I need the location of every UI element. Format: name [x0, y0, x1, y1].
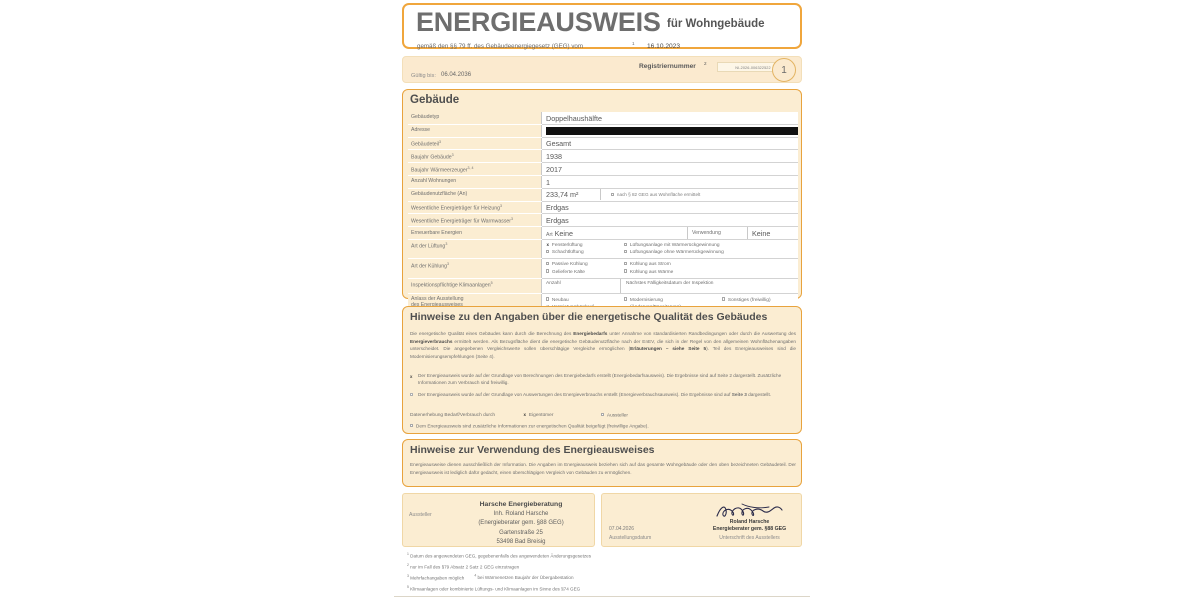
renewable-type: Art Keine [546, 228, 574, 238]
law-reference-text: gemäß den §§ 79 ff. des Gebäudeenergiegesetz (GEG) vom [417, 43, 584, 50]
footnotes [407, 550, 797, 594]
issue-date-value: 07.04.2026 [609, 526, 635, 532]
quality-notes-body [410, 330, 796, 360]
issuer-box [402, 493, 595, 547]
checkbox-unchecked-icon [624, 262, 627, 265]
notes-bold-energiebedarf: Energiebedarfs [573, 331, 608, 336]
cooling-option-delivered[interactable]: Gelieferte Kälte [546, 269, 624, 276]
row-label: Gebäudetyp [408, 112, 542, 124]
usage-notes-body: Energieausweise dienen ausschließlich der Information. Die Angaben im Energieausweis beziehen sich auf das gesamte Wohngebäude oder den oben bezeichneten Gebäudeteil. Der Energieausweis ist lediglich dafür gedacht, einen überschlägigen Vergleich von Gebäuden zu ermöglichen. [410, 462, 796, 475]
table-row [408, 124, 798, 137]
registration-footnote-marker: 2 [704, 61, 707, 66]
checkbox-checked-icon: x [523, 412, 526, 418]
law-reference-date: 16.10.2023 [647, 43, 681, 50]
checkbox-unchecked-icon [410, 424, 413, 427]
issuer-city: 53498 Bad Breisig [496, 539, 546, 545]
signature-box [601, 493, 802, 547]
validity-date: 06.04.2036 [441, 72, 472, 78]
ventilation-option-without-recovery[interactable]: Lüftungsanlage ohne Wärmerückgewinnung [624, 249, 724, 256]
data-collection-issuer-option[interactable]: Aussteller [601, 413, 628, 418]
reason-option-newbuild[interactable]: Neubau [546, 297, 624, 305]
row-label: Baujahr Wärmeerzeuger$^{3, 4}$ [408, 163, 542, 176]
notes-text-segment: ). Teil des Energieausweises sind die Modernisierungsempfehlungen (Seite 4). [410, 346, 796, 359]
row-value-renewables [542, 227, 799, 240]
notes-bold-erlaeuterungen: Erläuterungen – siehe Seite 5 [630, 346, 707, 352]
page-number-badge: 1 [772, 58, 796, 82]
row-label: Wesentliche Energieträger für Warmwasser$^3$ [408, 214, 542, 227]
row-label: Wesentliche Energieträger für Heizung$^3$ [408, 201, 542, 214]
row-label: Art der Lüftung$^3$ [408, 239, 542, 258]
reason-option-modernization[interactable]: Modernisierung [624, 297, 722, 305]
row-label: Adresse [408, 124, 542, 137]
footnote-1: $^1$ Datum des angewendeten GEG, gegebenenfalls des angewendeten Änderungsgesetzes [407, 552, 591, 559]
verbrauch-description: Der Energieausweis wurde auf der Grundlage von Auswertungen des Energieverbrauchs erstellt (Energieverbrauchsausweis). Die Ergebnisse sind auf Seite 3 dargestellt. [418, 392, 772, 397]
issuer-company-name: Harsche Energieberatung [479, 501, 563, 508]
bedarf-description: Der Energieausweis wurde auf der Grundlage von Berechnungen des Energiebedarfs erstellt (Energiebedarfsausweis). Die Ergebnisse sind auf Seite 2 dargestellt. Zusätzliche Informationen zum Verbrauch sind freiwillig. [418, 373, 782, 386]
cooling-option-passive[interactable]: Passive Kühlung [546, 261, 624, 268]
table-row [408, 259, 798, 278]
checkbox-checked-icon: x [546, 241, 549, 247]
row-value: 2017 [542, 163, 799, 176]
certificate-sheet [394, 0, 810, 597]
usage-notes-heading: Hinweise zur Verwendung des Energieausweises [410, 444, 655, 456]
additional-info-text: Dem Energieausweis sind zusätzliche Informationen zur energetischen Qualität beigefügt (freiwillige Angabe). [415, 424, 649, 430]
signer-name: Roland Harsche [729, 519, 770, 525]
table-row [408, 112, 798, 124]
signature-caption: Unterschrift des Ausstellers [719, 535, 780, 541]
floor-area-value: 233,74 m² [546, 190, 579, 200]
row-value: Doppelhaushälfte [542, 112, 799, 124]
issue-date-label: Ausstellungsdatum [609, 535, 652, 541]
ventilation-option-line [546, 242, 798, 249]
inspection-count-label: Anzahl [546, 281, 561, 287]
reason-option-other[interactable]: Sonstiges (freiwillig) [722, 297, 771, 305]
issuance-reason-line [546, 297, 798, 305]
checkbox-unchecked-icon [546, 250, 549, 253]
law-reference-footnote-marker: 1 [632, 41, 635, 46]
table-row [408, 201, 798, 214]
cooling-options [542, 259, 799, 278]
issuer-details [451, 500, 591, 548]
row-value-redacted [542, 124, 799, 137]
cooling-option-thermal[interactable]: Kühlung aus Wärme [624, 269, 673, 276]
checkbox-unchecked-icon [624, 243, 627, 246]
checkbox-unchecked-icon [410, 393, 413, 396]
issuer-qualification: (Energieberater gem. §88 GEG) [478, 520, 564, 526]
title-block [402, 3, 802, 49]
checkbox-unchecked-icon [601, 413, 604, 416]
certificate-type-verbrauch[interactable] [410, 391, 796, 398]
notes-bold-energieverbrauch: Energieverbrauchs [410, 338, 453, 344]
inspection-due-label: Nächstes Fälligkeitsdatum der Inspektion [620, 279, 798, 293]
row-label: Inspektionspflichtige Klimaanlagen$^5$ [408, 278, 542, 293]
table-row [408, 188, 798, 201]
page-subtitle: für Wohngebäude [667, 18, 765, 30]
building-section [402, 89, 802, 303]
building-data-table [408, 112, 798, 316]
row-label: Anzahl Wohnungen [408, 176, 542, 189]
table-row [408, 278, 798, 293]
checkbox-unchecked-icon [624, 269, 627, 272]
row-label: Gebäudenutzfläche (An) [408, 188, 542, 201]
table-row [408, 163, 798, 176]
row-label: Erneuerbare Energien [408, 227, 542, 240]
signer-qualification: Energieberater gem. §88 GEG [712, 526, 787, 532]
certificate-type-bedarf[interactable] [410, 372, 796, 386]
inspection-fields [542, 278, 799, 293]
row-label: Art der Kühlung$^3$ [408, 259, 542, 278]
page-title: ENERGIEAUSWEIS [416, 7, 661, 37]
checkbox-unchecked-icon[interactable] [611, 193, 614, 196]
handwritten-signature-icon [714, 502, 784, 520]
row-value: Erdgas [542, 214, 799, 227]
additional-info-option[interactable] [410, 424, 796, 429]
table-row [408, 150, 798, 163]
issuer-street: Gartenstraße 25 [499, 529, 543, 536]
notes-text-segment: Die energetische Qualität eines Gebäudes kann durch die Berechnung des [410, 331, 574, 336]
checkbox-unchecked-icon [624, 297, 627, 300]
row-label: Gebäudeteil$^3$ [408, 137, 542, 150]
floor-area-note: nach § 82 GEG aus Wohnfläche ermittelt [600, 189, 798, 199]
table-row [408, 239, 798, 258]
registration-bar [402, 56, 802, 83]
renewable-usage-label: Verwendung [687, 227, 747, 239]
footnote-2: $^2$ nur im Fall des §79 Absatz 2 Satz 2 GEG einzutragen [407, 562, 520, 570]
row-value-area [542, 188, 799, 201]
cooling-option-electric[interactable]: Kühlung aus Strom [624, 261, 671, 268]
data-collection-row [410, 413, 796, 418]
ventilation-option-shaft[interactable]: Schachtlüftung [546, 249, 624, 256]
checkbox-checked-icon: x [410, 373, 413, 379]
quality-notes-heading: Hinweise zu den Angaben über die energetische Qualität des Gebäudes [410, 311, 768, 323]
renewable-usage-value: Keine [747, 227, 798, 239]
table-row [408, 227, 798, 240]
redaction-bar [546, 127, 798, 135]
row-value: Erdgas [542, 201, 799, 214]
row-label: Baujahr Gebäude$^3$ [408, 150, 542, 163]
usage-notes-section [402, 439, 802, 487]
notes-text-segment: unter Annahme von standardisierten Randbedingungen oder durch die Auswertung des [607, 331, 796, 336]
data-collection-owner-option[interactable]: x Eigentümer [523, 412, 554, 419]
ventilation-option-line [546, 249, 798, 256]
registration-number-label: Registriernummer [639, 63, 696, 70]
validity-label: Gültig bis: [411, 73, 436, 79]
checkbox-unchecked-icon [546, 262, 549, 265]
row-value: Gesamt [542, 137, 799, 150]
cooling-option-line [546, 269, 798, 276]
data-collection-label: Datenerhebung Bedarf/Verbrauch durch [410, 413, 496, 419]
checkbox-unchecked-icon [546, 297, 549, 300]
table-row [408, 176, 798, 189]
ventilation-options [542, 239, 799, 258]
registration-number-value: NI-2026-006322522 [717, 62, 789, 72]
cooling-option-line [546, 261, 798, 268]
ventilation-option-with-recovery[interactable]: Lüftungsanlage mit Wärmerückgewinnung [624, 242, 719, 249]
row-value: 1938 [542, 150, 799, 163]
issuer-label: Aussteller [409, 512, 432, 518]
notes-text-segment: ermittelt werden. Als Bezugsfläche dient die energetische Gebäudenutzfläche nach der EnEV, die sich in der Regel von den allgemeinen Wohnflächenangaben unterscheidet. Die angegebenen Vergleichswerte sollen überschlägige Vergleiche ermöglichen ( [410, 338, 796, 352]
footnote-5: $^5$ Klimaanlagen oder kombinierte Lüftungs- und Klimaanlagen im Sinne des §74 GEG [407, 584, 581, 592]
ventilation-option-window[interactable]: x Fensterlüftung [546, 241, 583, 248]
row-label: Anlass der Ausstellung [408, 293, 542, 315]
document-page [394, 0, 810, 600]
issuer-owner: Inh. Roland Harsche [493, 510, 549, 517]
row-value: 1 [542, 176, 799, 189]
checkbox-unchecked-icon [722, 297, 725, 300]
checkbox-unchecked-icon [546, 269, 549, 272]
table-row [408, 137, 798, 150]
table-row [408, 214, 798, 227]
building-section-heading: Gebäude [410, 94, 460, 106]
quality-notes-section [402, 306, 802, 434]
checkbox-unchecked-icon [624, 250, 627, 253]
footnote-3-and-4: $^3$ Mehrfachangaben möglich $^4$ bei Wärmenetzen Baujahr der Übergabestation [407, 573, 574, 581]
